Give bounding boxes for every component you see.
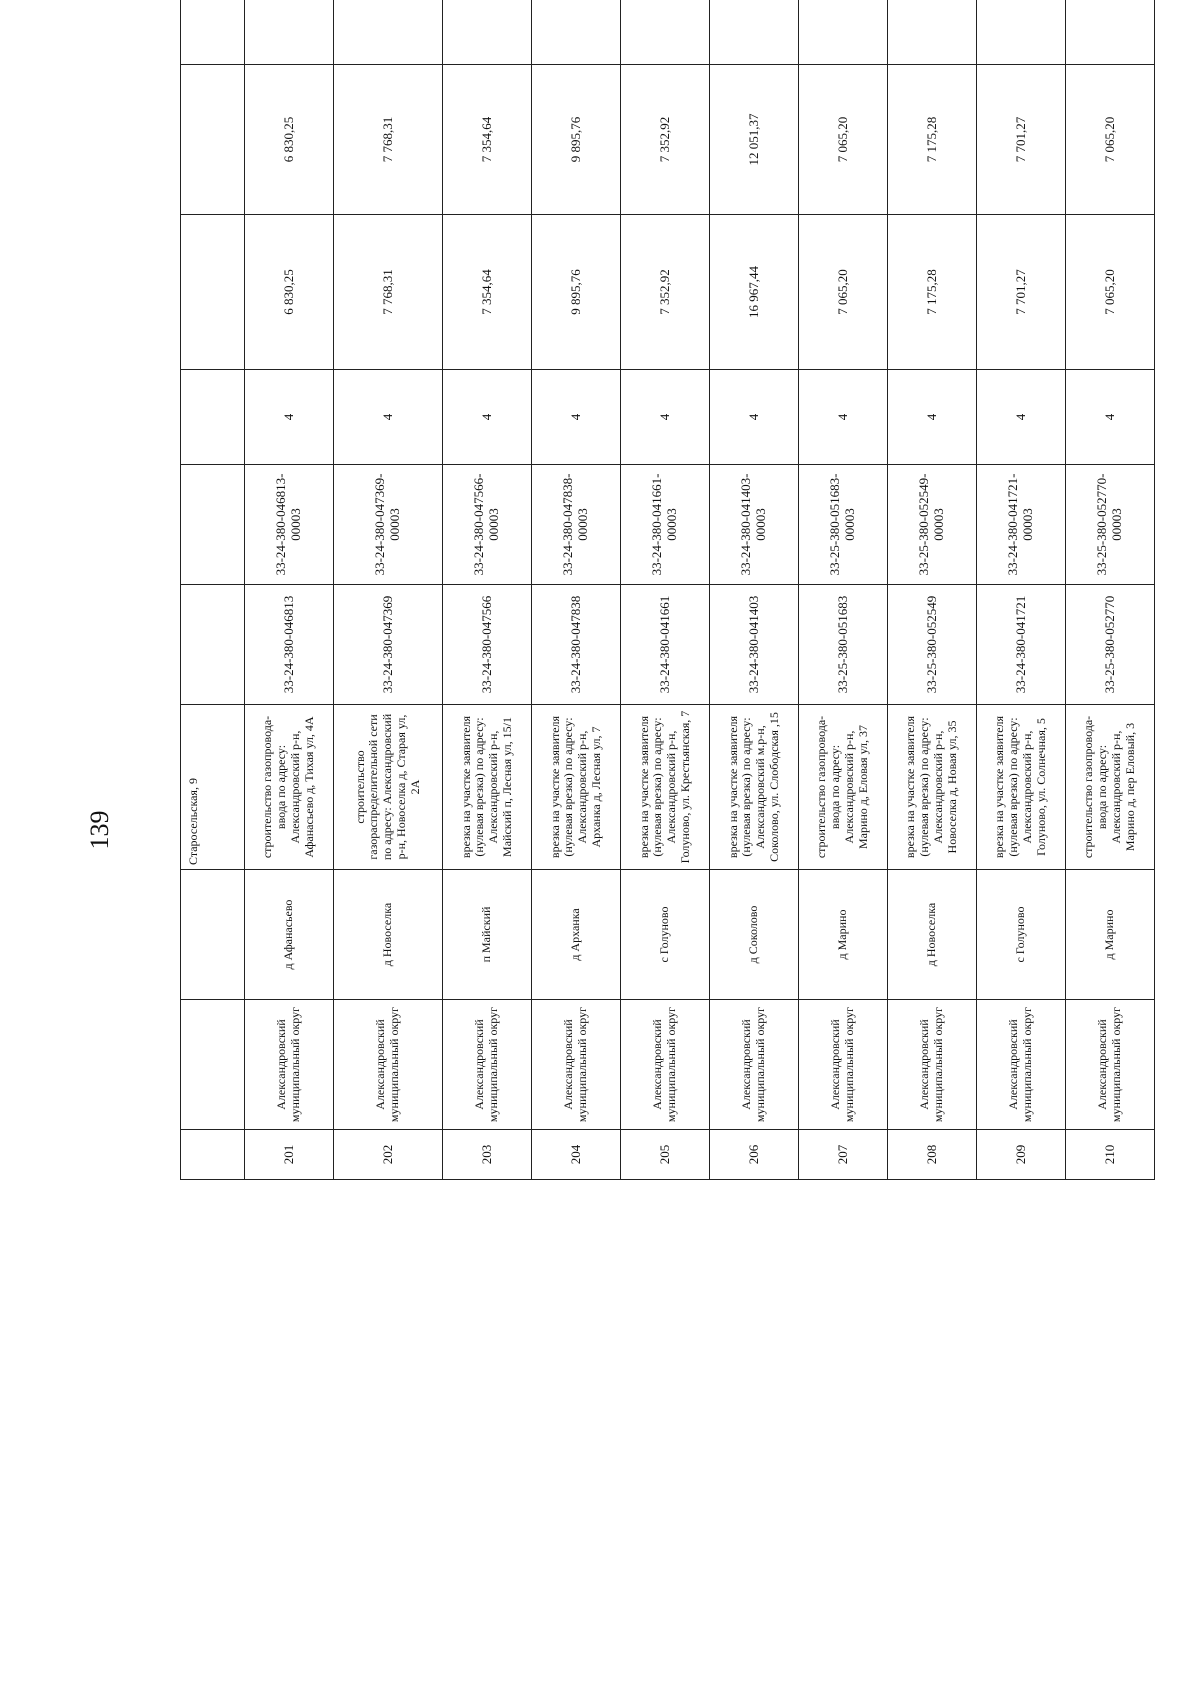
code-cell: 33-24-380-047566 bbox=[443, 585, 532, 705]
value-cell: 12 051,37 bbox=[710, 65, 799, 215]
district-cell: Александровский муниципальный округ bbox=[888, 1000, 977, 1130]
code-cell: 33-25-380-051683 bbox=[799, 585, 888, 705]
value-cell: 7 065,20 bbox=[799, 215, 888, 370]
description-cell: врезка на участке заявителя (нулевая врезка) по адресу: Александровский р-н, Голуново, ул. Крестьянская, 7 bbox=[621, 705, 710, 870]
settlement-cell: с Голуново bbox=[621, 870, 710, 1000]
value-cell bbox=[245, 0, 334, 65]
value-cell: 7 352,92 bbox=[621, 65, 710, 215]
contract-code-cell: 33-25-380-052770-00003 bbox=[1065, 465, 1154, 585]
district-cell: Александровский муниципальный округ bbox=[245, 1000, 334, 1130]
category-cell: 4 bbox=[799, 370, 888, 465]
page-number: 139 bbox=[85, 810, 114, 850]
data-table bbox=[180, 0, 1155, 1180]
value-cell: 9 895,76 bbox=[532, 65, 621, 215]
value-cell bbox=[621, 0, 710, 65]
settlement-cell: д Соколово bbox=[710, 870, 799, 1000]
carryover-row bbox=[181, 0, 245, 1180]
contract-code-cell: 33-24-380-041721-00003 bbox=[977, 465, 1066, 585]
table-body bbox=[181, 0, 1155, 1180]
contract-code-cell: 33-24-380-046813-00003 bbox=[245, 465, 334, 585]
category-cell: 4 bbox=[1065, 370, 1154, 465]
value-cell: 7 701,27 bbox=[977, 215, 1066, 370]
value-cell: 7 354,64 bbox=[443, 215, 532, 370]
value-cell bbox=[443, 0, 532, 65]
table-row bbox=[532, 0, 621, 1180]
district-cell: Александровский муниципальный округ bbox=[333, 1000, 442, 1130]
value-cell bbox=[977, 0, 1066, 65]
value-cell: 7 768,31 bbox=[333, 65, 442, 215]
table-row bbox=[333, 0, 442, 1180]
district-cell: Александровский муниципальный округ bbox=[532, 1000, 621, 1130]
category-cell: 4 bbox=[977, 370, 1066, 465]
value-cell: 7 768,31 bbox=[333, 215, 442, 370]
contract-code-cell: 33-25-380-051683-00003 bbox=[799, 465, 888, 585]
contract-code-cell: 33-24-380-047566-00003 bbox=[443, 465, 532, 585]
code-cell: 33-25-380-052770 bbox=[1065, 585, 1154, 705]
row-number-cell: 205 bbox=[621, 1130, 710, 1180]
value-cell bbox=[710, 0, 799, 65]
settlement-cell: с Голуново bbox=[977, 870, 1066, 1000]
description-cell: врезка на участке заявителя (нулевая врезка) по адресу: Александровский р-н, Голуново, ул. Солнечная, 5 bbox=[977, 705, 1066, 870]
row-number-cell: 209 bbox=[977, 1130, 1066, 1180]
description-cell: строительство газопровода-ввода по адресу: Александровский р-н, Марино д, пер Еловый, 3 bbox=[1065, 705, 1154, 870]
contract-code-cell: 33-25-380-052549-00003 bbox=[888, 465, 977, 585]
district-cell: Александровский муниципальный округ bbox=[710, 1000, 799, 1130]
value-cell: 7 065,20 bbox=[1065, 215, 1154, 370]
settlement-cell: д Арханка bbox=[532, 870, 621, 1000]
description-cell: врезка на участке заявителя (нулевая врезка) по адресу: Александровский р-н, Новоселка д, Новая ул, 35 bbox=[888, 705, 977, 870]
contract-code-cell: 33-24-380-047838-00003 bbox=[532, 465, 621, 585]
value-cell: 9 895,76 bbox=[532, 215, 621, 370]
value-cell: 7 065,20 bbox=[799, 65, 888, 215]
row-number-cell: 203 bbox=[443, 1130, 532, 1180]
value-cell bbox=[888, 0, 977, 65]
value-cell bbox=[532, 0, 621, 65]
table-row bbox=[245, 0, 334, 1180]
value-cell: 6 830,25 bbox=[245, 215, 334, 370]
code-cell: 33-24-380-041661 bbox=[621, 585, 710, 705]
description-cell: врезка на участке заявителя (нулевая врезка) по адресу: Александровский р-н, Майский п, Лесная ул, 15/1 bbox=[443, 705, 532, 870]
row-number-cell: 210 bbox=[1065, 1130, 1154, 1180]
value-cell: 7 701,27 bbox=[977, 65, 1066, 215]
contract-code-cell: 33-24-380-041661-00003 bbox=[621, 465, 710, 585]
category-cell: 4 bbox=[333, 370, 442, 465]
district-cell: Александровский муниципальный округ bbox=[977, 1000, 1066, 1130]
table-row bbox=[621, 0, 710, 1180]
table-row bbox=[799, 0, 888, 1180]
code-cell: 33-24-380-046813 bbox=[245, 585, 334, 705]
contract-code-cell: 33-24-380-041403-00003 bbox=[710, 465, 799, 585]
value-cell: 7 065,20 bbox=[1065, 65, 1154, 215]
settlement-cell: д Марино bbox=[799, 870, 888, 1000]
category-cell: 4 bbox=[621, 370, 710, 465]
settlement-cell: д Афанасьево bbox=[245, 870, 334, 1000]
district-cell: Александровский муниципальный округ bbox=[443, 1000, 532, 1130]
category-cell: 4 bbox=[710, 370, 799, 465]
code-cell: 33-25-380-052549 bbox=[888, 585, 977, 705]
value-cell: 7 352,92 bbox=[621, 215, 710, 370]
contract-code-cell: 33-24-380-047369-00003 bbox=[333, 465, 442, 585]
carryover-cell: Старосельская, 9 bbox=[181, 705, 245, 870]
category-cell: 4 bbox=[532, 370, 621, 465]
value-cell bbox=[333, 0, 442, 65]
value-cell bbox=[799, 0, 888, 65]
row-number-cell: 207 bbox=[799, 1130, 888, 1180]
table-row bbox=[888, 0, 977, 1180]
value-cell bbox=[1065, 0, 1154, 65]
table-row bbox=[1065, 0, 1154, 1180]
data-table-sheet bbox=[180, 0, 1155, 1180]
code-cell: 33-24-380-041403 bbox=[710, 585, 799, 705]
row-number-cell: 204 bbox=[532, 1130, 621, 1180]
row-number-cell: 206 bbox=[710, 1130, 799, 1180]
value-cell: 7 175,28 bbox=[888, 215, 977, 370]
table-row bbox=[710, 0, 799, 1180]
settlement-cell: д Новоселка bbox=[333, 870, 442, 1000]
district-cell: Александровский муниципальный округ bbox=[799, 1000, 888, 1130]
table-row bbox=[977, 0, 1066, 1180]
description-cell: строительство газораспределительной сети по адресу: Александровский р-н, Новоселка д, Старая ул, 2А bbox=[333, 705, 442, 870]
value-cell: 6 830,25 bbox=[245, 65, 334, 215]
row-number-cell: 202 bbox=[333, 1130, 442, 1180]
code-cell: 33-24-380-041721 bbox=[977, 585, 1066, 705]
description-cell: врезка на участке заявителя (нулевая врезка) по адресу: Александровский м.р-н, Соколово, ул. Слободская ,15 bbox=[710, 705, 799, 870]
description-cell: строительство газопровода-ввода по адресу: Александровский р-н, Афанасьево д, Тихая ул, 4А bbox=[245, 705, 334, 870]
row-number-cell: 201 bbox=[245, 1130, 334, 1180]
value-cell: 16 967,44 bbox=[710, 215, 799, 370]
settlement-cell: д Новоселка bbox=[888, 870, 977, 1000]
category-cell: 4 bbox=[888, 370, 977, 465]
settlement-cell: п Майский bbox=[443, 870, 532, 1000]
description-cell: врезка на участке заявителя (нулевая врезка) по адресу: Александровский р-н, Арханка д, Лесная ул, 7 bbox=[532, 705, 621, 870]
category-cell: 4 bbox=[245, 370, 334, 465]
district-cell: Александровский муниципальный округ bbox=[1065, 1000, 1154, 1130]
row-number-cell: 208 bbox=[888, 1130, 977, 1180]
description-cell: строительство газопровода-ввода по адресу: Александровский р-н, Марино д, Еловая ул, 37 bbox=[799, 705, 888, 870]
settlement-cell: д Марино bbox=[1065, 870, 1154, 1000]
value-cell: 7 175,28 bbox=[888, 65, 977, 215]
district-cell: Александровский муниципальный округ bbox=[621, 1000, 710, 1130]
code-cell: 33-24-380-047838 bbox=[532, 585, 621, 705]
code-cell: 33-24-380-047369 bbox=[333, 585, 442, 705]
value-cell: 7 354,64 bbox=[443, 65, 532, 215]
table-row bbox=[443, 0, 532, 1180]
category-cell: 4 bbox=[443, 370, 532, 465]
